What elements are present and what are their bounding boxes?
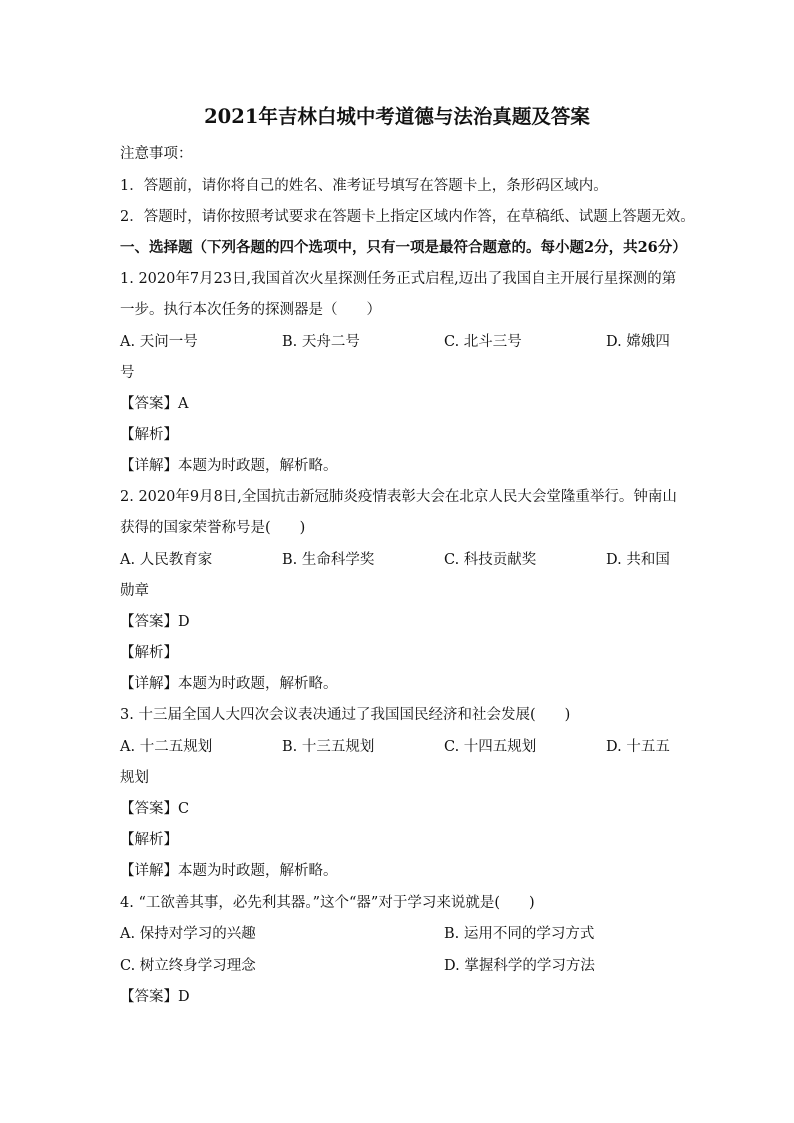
q2-option-d: D. 共和国 (606, 552, 670, 568)
q2-stem-line-1: 2. 2020年9月8日,全国抗击新冠肺炎疫情表彰大会在北京人民大会堂隆重举行。钟南山 (120, 489, 677, 505)
q3-option-d: D. 十五五 (606, 739, 670, 755)
q4-option-a: A. 保持对学习的兴趣 (120, 926, 256, 942)
q3-option-b: B. 十三五规划 (282, 739, 375, 755)
q3-detail: 【详解】本题为时政题，解析略。 (120, 863, 338, 879)
section-heading: 一、选择题（下列各题的四个选项中，只有一项是最符合题意的。每小题2分，共26分） (120, 239, 687, 256)
page-title: 2021年吉林白城中考道德与法治真题及答案 (204, 105, 590, 128)
q4-option-d: D. 掌握科学的学习方法 (444, 958, 595, 974)
q2-option-b: B. 生命科学奖 (282, 552, 375, 568)
q2-stem-line-2: 获得的国家荣誉称号是( ) (120, 520, 306, 536)
notice-item-1: 1．答题前，请你将自己的姓名、准考证号填写在答题卡上，条形码区域内。 (120, 178, 608, 194)
q2-answer: 【答案】D (120, 614, 190, 630)
q1-option-d: D. 嫦娥四 (606, 334, 670, 350)
q1-option-wrap: 号 (120, 365, 135, 381)
q4-stem-line-1: 4. “工欲善其事，必先利其器。”这个“器”对于学习来说就是( ) (120, 895, 535, 911)
q3-answer: 【答案】C (120, 801, 190, 817)
notice-item-2: 2．答题时，请你按照考试要求在答题卡上指定区域内作答，在草稿纸、试题上答题无效。 (120, 209, 695, 225)
q3-option-a: A. 十二五规划 (120, 739, 213, 755)
q1-answer: 【答案】A (120, 396, 189, 412)
q1-option-c: C. 北斗三号 (444, 334, 522, 350)
q1-option-b: B. 天舟二号 (282, 334, 360, 350)
q3-analysis: 【解析】 (120, 832, 178, 848)
notice-heading: 注意事项： (120, 146, 193, 162)
q3-option-c: C. 十四五规划 (444, 739, 537, 755)
q1-stem-line-1: 1. 2020年7月23日,我国首次火星探测任务正式启程,迈出了我国自主开展行星探测的第 (120, 271, 677, 287)
q4-answer: 【答案】D (120, 989, 190, 1005)
q2-option-wrap: 勋章 (120, 583, 149, 599)
q1-detail: 【详解】本题为时政题，解析略。 (120, 458, 338, 474)
q2-option-a: A. 人民教育家 (120, 552, 213, 568)
q3-option-wrap: 规划 (120, 770, 149, 786)
q1-analysis: 【解析】 (120, 427, 178, 443)
q1-stem-line-2: 一步。执行本次任务的探测器是（ ） (120, 302, 381, 318)
q3-stem-line-1: 3. 十三届全国人大四次会议表决通过了我国国民经济和社会发展( ) (120, 707, 571, 723)
q2-option-c: C. 科技贡献奖 (444, 552, 537, 568)
q4-option-c: C. 树立终身学习理念 (120, 958, 256, 974)
q4-option-b: B. 运用不同的学习方式 (444, 926, 595, 942)
q2-detail: 【详解】本题为时政题，解析略。 (120, 676, 338, 692)
q1-option-a: A. 天问一号 (120, 334, 198, 350)
q2-analysis: 【解析】 (120, 645, 178, 661)
